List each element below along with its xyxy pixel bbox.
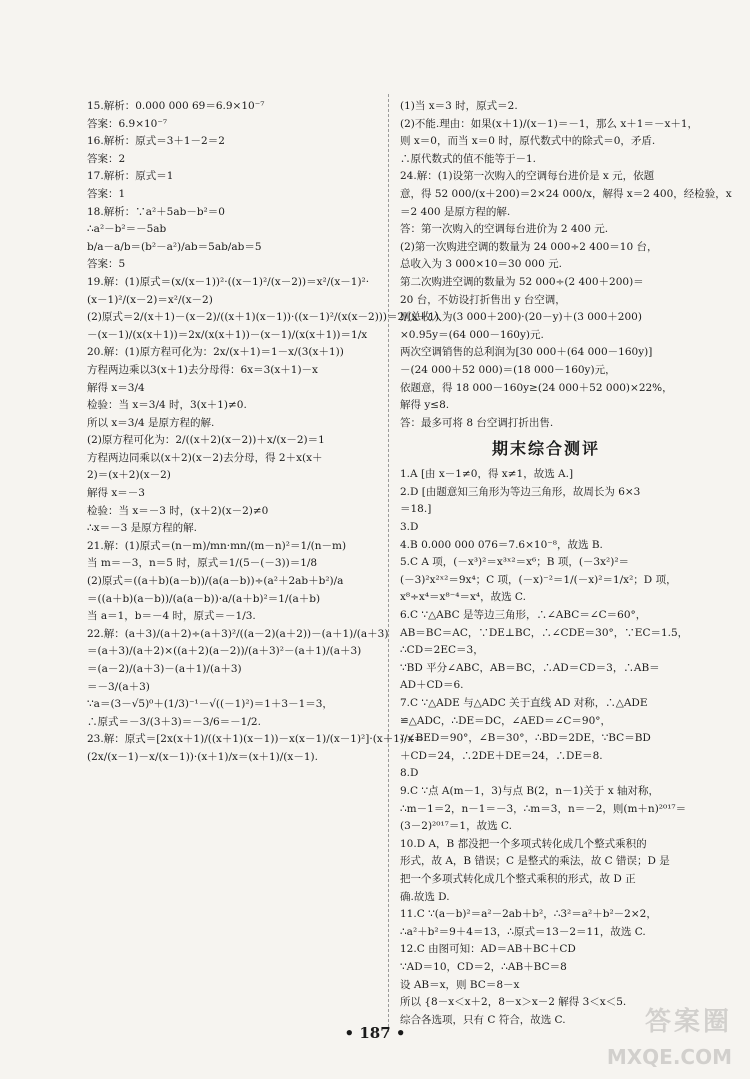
solution-line: (2)原方程可化为：2/((x＋2)(x－2))＋x/(x－2)＝1 [87, 434, 325, 447]
solution-line: 当 a＝1，b＝－4 时，原式＝－1/3. [87, 610, 256, 623]
solution-line: 20.解：(1)原方程可化为：2x/(x＋1)＝1－x/(3(x＋1)) [87, 346, 344, 359]
solution-line: 15.解析：0.000 000 69＝6.9×10⁻⁷ [87, 100, 265, 112]
answer-line: ∵AD＝10，CD＝2，∴AB＋BC＝8 [400, 960, 567, 973]
solution-line: 当 m＝－3，n＝5 时，原式＝1/(5－(－3))＝1/8 [87, 557, 318, 570]
answer-line: 综合各选项，只有 C 符合，故选 C. [400, 1013, 566, 1026]
solution-line: (2)原式＝2/(x＋1)－(x－2)/((x＋1)(x－1))·((x－1)²/(x(x－2)))＝2/(x＋1) [87, 311, 439, 324]
answer-line: 1.A [由 x－1≠0，得 x≠1，故选 A.] [400, 468, 574, 481]
solution-line: 2)＝(x＋2)(x－2) [87, 469, 171, 482]
answer-line: 7.C ∵△ADE 与△ADC 关于直线 AD 对称，∴△ADE [400, 697, 648, 709]
answer-line: 6.C ∵△ABC 是等边三角形，∴∠ABC＝∠C＝60°， [400, 609, 647, 622]
solution-line: 22.解：(a＋3)/(a＋2)÷(a＋3)²/((a－2)(a＋2))－(a＋1)/(a＋3) [87, 627, 389, 640]
solution-line: 21.解：(1)原式＝(n－m)/mn·mn/(m－n)²＝1/(n－m) [87, 539, 347, 552]
solution-line: (2)第一次购进空调的数量为 24 000÷2 400＝10 台， [400, 240, 658, 253]
answer-line: ∵BD 平分∠ABC，AB＝BC，∴AD＝CD＝3，∴AB＝ [400, 661, 660, 674]
section-title: 期末综合测评 [491, 439, 600, 459]
solution-line: 答案：1 [87, 187, 126, 200]
answer-line: ∴m－1＝2，n－1＝－3，∴m＝3，n＝－2，则(m＋n)²⁰¹⁷＝ [400, 802, 687, 815]
solution-line: 两次空调销售的总利润为[30 000＋(64 000－160y)] [400, 346, 653, 359]
answer-line: 8.D [400, 767, 419, 780]
right-column-answers-part [400, 98, 732, 432]
solution-line: 解得 x＝－3 [87, 487, 145, 500]
solution-line: ∵a＝(3－√5)⁰＋(1/3)⁻¹－√((－1)²)＝1＋3－1＝3， [87, 698, 333, 711]
solution-line: 则总收入为(3 000＋200)·(20－y)＋(3 000＋200) [400, 311, 642, 324]
solution-line: 16.解析：原式＝3＋1－2＝2 [87, 135, 225, 148]
answer-line: 把一个多项式转化成几个整式乘积的形式，故 D 正 [400, 872, 636, 885]
solution-line: －(24 000＋52 000)＝(18 000－160y)元， [400, 363, 616, 376]
answer-line: ＋CD＝24，∴2DE＋DE＝24，∴DE＝8. [400, 749, 603, 762]
solution-line: ＝2 400 是原方程的解. [400, 205, 511, 218]
solution-line: 检验：当 x＝3/4 时，3(x＋1)≠0. [87, 399, 247, 412]
solution-line: 答：第一次购入的空调每台进价为 2 400 元. [400, 223, 609, 236]
solution-line: 18.解析：∵a²＋5ab－b²＝0 [87, 205, 225, 218]
answer-line: 3.D [400, 521, 419, 534]
solution-line: 方程两边乘以3(x＋1)去分母得：6x＝3(x＋1)－x [87, 363, 318, 376]
answer-line: AD＋CD＝6. [400, 679, 464, 692]
solution-line: 第二次购进空调的数量为 52 000÷(2 400＋200)＝ [400, 275, 644, 288]
solution-line: ＝(a－2)/(a＋3)－(a＋1)/(a＋3) [87, 663, 242, 675]
solution-line: 检验：当 x＝－3 时，(x＋2)(x－2)≠0 [87, 504, 269, 517]
solution-line: 答案：5 [87, 258, 126, 271]
answer-line: 5.C A 项，(－x³)²＝x³ˣ²＝x⁶；B 项，(－3x²)²＝ [400, 556, 630, 569]
solution-line: 意，得 52 000/(x＋200)＝2×24 000/x，解得 x＝2 400，经检验，x [400, 187, 732, 200]
solution-line: (x－1)²/(x－2)＝x²/(x－2) [87, 293, 213, 306]
answer-line: AB＝BC＝AC，∵DE⊥BC，∴∠CDE＝30°，∵EC＝1.5， [400, 626, 689, 639]
solution-line: (2x/(x－1)－x/(x－1))·(x＋1)/x＝(x＋1)/(x－1). [87, 750, 318, 763]
solution-line: ＝((a＋b)(a－b))/(a(a－b))·a/(a＋b)²＝1/(a＋b) [87, 592, 321, 605]
solution-line: 方程两边同乘以(x＋2)(x－2)去分母，得 2＋x(x＋ [87, 451, 323, 464]
solution-line: ×0.95y＝(64 000－160y)元. [400, 328, 544, 341]
watermark-logo [596, 1001, 736, 1071]
solution-line: ＝－3/(a＋3) [87, 680, 150, 693]
solution-line: 则 x＝0，而当 x＝0 时，原代数式中的除式＝0，矛盾. [400, 135, 656, 148]
solution-line: ∴x＝－3 是原方程的解. [87, 522, 197, 535]
solution-line: 17.解析：原式＝1 [87, 170, 174, 183]
final-test-answers [400, 466, 692, 1029]
solution-line: 23.解：原式＝[2x(x＋1)/((x＋1)(x－1))－x(x－1)/(x－1)²]·(x＋1)/x＝ [87, 733, 424, 746]
answer-line: 11.C ∵(a－b)²＝a²－2ab＋b²，∴3²＝a²＋b²－2×2， [400, 908, 657, 921]
watermark-logo-text: 答案圈 [644, 1007, 732, 1037]
watermark-url: MXQE.COM [606, 1045, 732, 1069]
solution-line: ＝(a＋3)/(a＋2)×((a＋2)(a－2))/(a＋3)²－(a＋1)/(a＋3) [87, 645, 362, 658]
solution-line: 答案：2 [87, 152, 126, 165]
page-number: • 187 • [344, 1024, 406, 1042]
solution-line: 所以 x＝3/4 是原方程的解. [87, 416, 215, 429]
solution-line: 19.解：(1)原式＝(x/(x－1))²·((x－1)²/(x－2))＝x²/(x－1)²· [87, 275, 370, 288]
answer-line: ∴a²＋b²＝9＋4＝13，∴原式＝13－2＝11，故选 C. [400, 925, 646, 938]
answer-line: 4.B 0.000 000 076＝7.6×10⁻⁸，故选 B. [400, 538, 603, 551]
solution-line: 解得 y≤8. [400, 399, 450, 412]
solution-line: (2)原式＝((a＋b)(a－b))/(a(a－b))÷(a²＋2ab＋b²)/a [87, 575, 344, 588]
answer-line: ＝18.] [400, 503, 432, 516]
solution-line: 解得 x＝3/4 [87, 381, 145, 394]
answer-line: (－3)²x²ˣ²＝9x⁴；C 项，(－x)⁻²＝1/(－x)²＝1/x²；D 项， [400, 573, 677, 586]
solution-line: 依题意，得 18 000－160y≥(24 000＋52 000)×22%， [400, 381, 673, 394]
solution-line: 24.解：(1)设第一次购入的空调每台进价是 x 元，依题 [400, 170, 655, 183]
answer-line: 所以 {8－x＜x＋2，8－x＞x－2 解得 3＜x＜5. [400, 996, 627, 1009]
solution-line: (1)当 x＝3 时，原式＝2. [400, 100, 518, 112]
answer-line: 12.C 由图可知：AD＝AB＋BC＋CD [400, 943, 576, 956]
answer-line: 设 AB＝x，则 BC＝8－x [400, 978, 520, 991]
answer-line: 9.C ∵点 A(m－1，3)与点 B(2，n－1)关于 x 轴对称， [400, 784, 659, 797]
solution-line: ∴原式＝－3/(3＋3)＝－3/6＝－1/2. [87, 715, 261, 728]
answer-line: 确.故选 D. [400, 890, 450, 903]
solution-line: 答案：6.9×10⁻⁷ [87, 117, 168, 130]
solution-line: 20 台，不妨设打折售出 y 台空调， [400, 293, 566, 306]
answer-line: 形式，故 A，B 错误；C 是整式的乘法，故 C 错误；D 是 [400, 855, 670, 868]
solution-line: ∴原代数式的值不能等于－1. [400, 152, 537, 165]
answer-line: 10.D A，B 都没把一个多项式转化成几个整式乘积的 [400, 837, 647, 850]
answer-line: ∴CD＝2EC＝3， [400, 644, 484, 657]
answer-line: 2.D [由题意知三角形为等边三角形，故周长为 6×3 [400, 485, 641, 498]
solution-line: 答：最多可将 8 台空调打折出售. [400, 416, 554, 429]
solution-line: 总收入为 3 000×10＝30 000 元. [400, 258, 562, 271]
answer-line: ≌△ADC，∴DE＝DC，∠AED＝∠C＝90°， [400, 714, 612, 727]
solution-line: ∴a²－b²＝－5ab [87, 223, 167, 236]
answer-line: (3－2)²⁰¹⁷＝1，故选 C. [400, 820, 512, 833]
answer-line: x⁸÷x⁴＝x⁸⁻⁴＝x⁴，故选 C. [400, 591, 526, 604]
solution-line: b/a－a/b＝(b²－a²)/ab＝5ab/ab＝5 [87, 240, 262, 253]
solution-line: (2)不能.理由：如果(x＋1)/(x－1)＝－1，那么 x＋1＝－x＋1， [400, 117, 699, 130]
column-divider [388, 94, 389, 1032]
solution-line: －(x－1)/(x(x＋1))＝2x/(x(x＋1))－(x－1)/(x(x＋1))＝1/x [87, 328, 368, 341]
answer-line: ∴∠BED＝90°，∠B＝30°，∴BD＝2DE，∵BC＝BD [400, 732, 651, 745]
